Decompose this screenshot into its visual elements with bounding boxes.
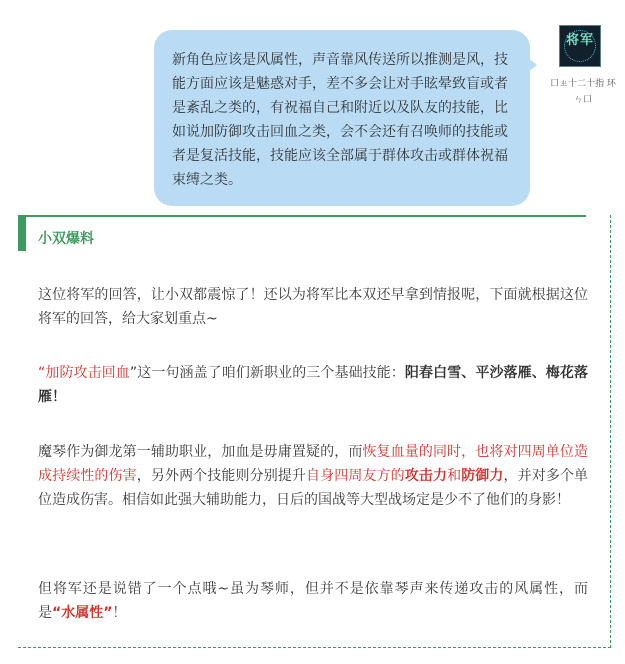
paragraph-1 xyxy=(38,283,588,331)
highlight-text: 加防攻击回血 xyxy=(45,365,130,381)
section-top-line xyxy=(18,215,586,217)
paragraph-4-end: ！ xyxy=(112,605,127,621)
section-accent-bar xyxy=(18,215,26,251)
chat-bubble-tail xyxy=(528,58,537,72)
paragraph-3-text-a: 魔琴作为御龙第一辅助职业，加血是毋庸置疑的，而 xyxy=(38,444,363,460)
highlight-attack: 攻击力 xyxy=(404,468,448,484)
paragraph-3-text-c: ，并对多个单位造成伤害。相信如此强大辅助能力，日后的国战等大型战场定是少不了他们的身影！ xyxy=(38,468,589,508)
paragraph-3 xyxy=(38,440,588,512)
highlight-water-attribute: “水属性” xyxy=(52,605,113,621)
section-title: 小双爆料 xyxy=(38,231,94,247)
paragraph-3-text-b: ，另外两个技能则分别提升 xyxy=(136,468,307,484)
paragraph-4 xyxy=(38,577,588,625)
avatar[interactable] xyxy=(559,25,601,67)
highlight-text: 自身四周友方的 xyxy=(306,468,405,484)
quote-open: “ xyxy=(38,365,46,381)
chat-bubble xyxy=(154,30,530,206)
user-name: 口ㄓ十二十指 环ㄣ口 xyxy=(550,79,616,105)
article-section xyxy=(18,215,611,648)
paragraph-1-text: 这位将军的回答，让小双都震惊了！还以为将军比本双还早拿到情报呢，下面就根据这位将军的回答，给大家划重点~ xyxy=(38,287,588,327)
chat-message: 新角色应该是风属性，声音靠风传送所以推测是风，技能方面应该是魅惑对手，差不多会让对手眩晕致盲或者是紊乱之类的，有祝福自己和附近以及队友的技能，比如说加防御攻击回血之类，会不会还有召唤师的技能或者是复活技能，技能应该全部属于群体攻击或群体祝福束缚之类。 xyxy=(172,52,508,188)
highlight-defense: 防御力 xyxy=(461,468,504,484)
paragraph-2-text: ”这一句涵盖了咱们新职业的三个基础技能： xyxy=(129,365,405,381)
paragraph-4-text: 但将军还是说错了一个点哦~虽为琴师，但并不是依靠琴声来传递攻击的风属性，而是 xyxy=(38,581,588,621)
highlight-text: 恢复血量的同时，也将对四周单位造成持续性的伤害 xyxy=(38,444,589,484)
skill-names: 阳春白雪、平沙落雁、梅花落雁！ xyxy=(38,365,588,405)
highlight-and: 和 xyxy=(447,468,462,484)
avatar-text: 将军 xyxy=(565,33,594,48)
paragraph-2 xyxy=(38,361,588,409)
